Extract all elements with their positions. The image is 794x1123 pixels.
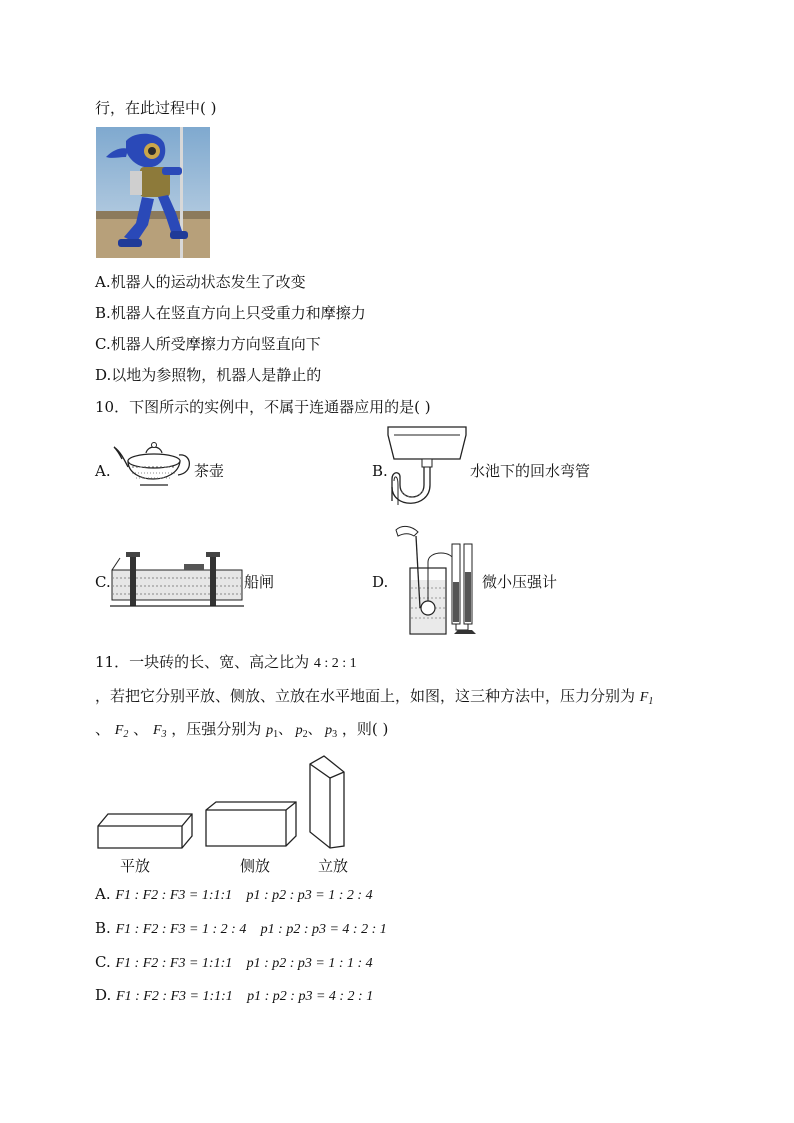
q10-option-a-label: 茶壶 (194, 462, 225, 480)
q9-option-c: C.机器人所受摩擦力方向竖直向下 (95, 335, 321, 353)
q11-option-c-force-ratio: F1 : F2 : F3 = 1:1:1 (115, 956, 233, 971)
q11-f2-symbol: $F_2$ (114, 723, 129, 740)
q9-option-a: A.机器人的运动状态发生了改变 (95, 273, 306, 291)
brick-label-side: 侧放 (240, 857, 271, 875)
teapot-figure (112, 437, 194, 499)
q10-option-d-letter: D. (372, 573, 389, 591)
robot-photo (96, 127, 210, 258)
q10-option-c-label: 船闸 (244, 573, 275, 591)
q10-option-a-letter: A. (95, 462, 111, 480)
q11-stem-part3b: 、 (133, 720, 149, 738)
q11-option-d (95, 985, 373, 1007)
q11-option-c-pressure-ratio: p1 : p2 : p3 = 1 : 1 : 4 (246, 956, 373, 971)
brick-label-flat: 平放 (120, 857, 151, 875)
q11-stem-part3a: 、 (95, 720, 111, 738)
q11-stem-line2 (95, 686, 653, 712)
q10-option-b-letter: B. (372, 462, 388, 480)
q11-option-a (95, 884, 373, 906)
ship-lock-figure (110, 548, 244, 610)
q10-stem: 10．下图所示的实例中，不属于连通器应用的是( ) (95, 398, 431, 416)
bricks-figure (96, 752, 352, 856)
q11-option-b-letter: B. (95, 919, 111, 937)
q9-option-b: B.机器人在竖直方向上只受重力和摩擦力 (95, 304, 366, 322)
q11-stem-part1: 11．一块砖的长、宽、高之比为 (95, 653, 310, 671)
q11-option-a-letter: A. (95, 885, 111, 903)
q11-stem-part5: ，则( ) (341, 720, 389, 738)
q9-option-d: D.以地为参照物，机器人是静止的 (95, 366, 322, 384)
q10-option-b-label: 水池下的回水弯管 (470, 462, 591, 480)
q11-option-b-pressure-ratio: p1 : p2 : p3 = 4 : 2 : 1 (260, 922, 387, 937)
q11-stem-part4: ，压强分别为 (171, 720, 262, 738)
q11-option-a-pressure-ratio: p1 : p2 : p3 = 1 : 2 : 4 (246, 888, 373, 903)
brick-label-upright: 立放 (318, 857, 349, 875)
sink-trap-figure (386, 425, 470, 513)
q11-f3-symbol: $F_3$ (152, 723, 167, 740)
q11-stem-part2: ，若把它分别平放、侧放、立放在水平地面上，如图，这三种方法中，压力分别为 (95, 687, 636, 705)
q11-option-c (95, 952, 373, 974)
q10-option-c-letter: C. (95, 573, 111, 591)
q11-stem-line3 (95, 719, 388, 745)
q11-option-b (95, 918, 387, 940)
q10-option-d-label: 微小压强计 (482, 573, 558, 591)
q11-option-b-force-ratio: F1 : F2 : F3 = 1 : 2 : 4 (115, 922, 247, 937)
q11-option-c-letter: C. (95, 953, 111, 971)
q11-option-a-force-ratio: F1 : F2 : F3 = 1:1:1 (115, 888, 233, 903)
pressure-gauge-figure (394, 522, 480, 638)
q11-stem-line1 (95, 652, 357, 674)
q9-stem-tail: 行，在此过程中( ) (95, 99, 217, 117)
q11-option-d-letter: D. (95, 986, 112, 1004)
q11-p-symbols: $p_1$、 $p_2$、 $p_3$ (266, 723, 338, 740)
q11-option-d-pressure-ratio: p1 : p2 : p3 = 4 : 2 : 1 (247, 989, 374, 1004)
q11-ratio: 4 : 2 : 1 (313, 656, 357, 671)
q11-f1-symbol: $F_1$ (639, 690, 654, 707)
q11-option-d-force-ratio: F1 : F2 : F3 = 1:1:1 (116, 989, 233, 1004)
